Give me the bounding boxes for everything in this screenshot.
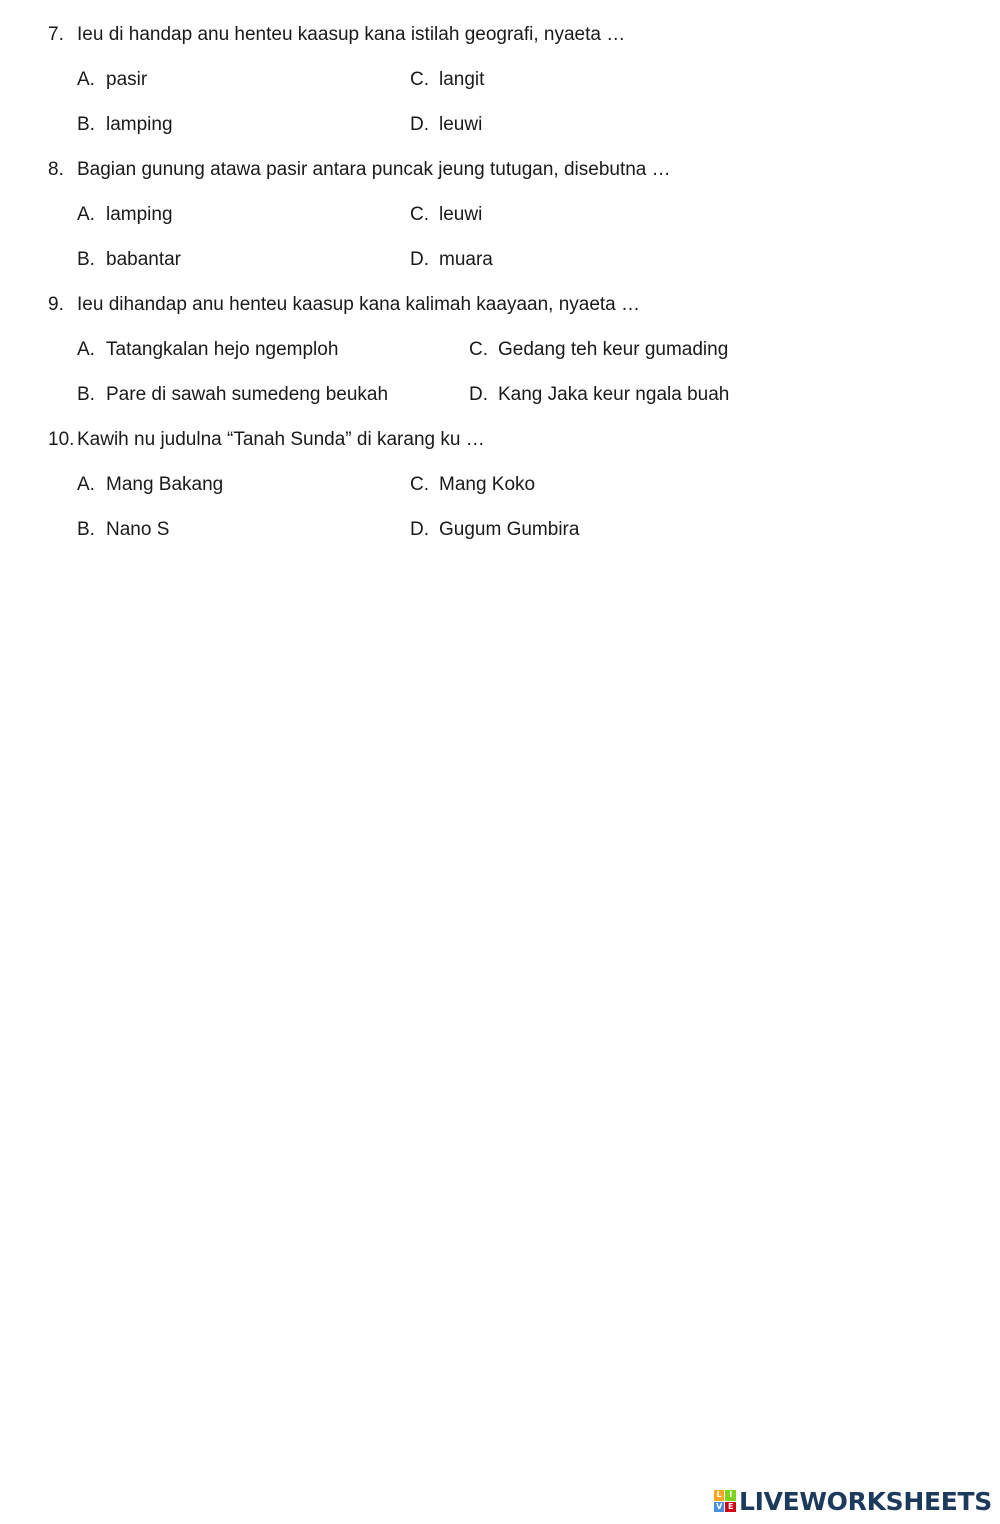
option-text: babantar	[106, 249, 182, 270]
option-letter: C.	[410, 204, 429, 225]
option-letter: B.	[77, 519, 95, 540]
option-text: Mang Koko	[439, 474, 536, 495]
option-7d[interactable]	[410, 114, 482, 136]
option-text: langit	[439, 69, 485, 90]
option-8b[interactable]	[77, 249, 181, 271]
option-text: lamping	[106, 114, 173, 135]
option-letter: D.	[469, 384, 488, 405]
question-number: 7.	[48, 24, 64, 45]
option-7c[interactable]	[410, 69, 484, 91]
question-text: Ieu di handap anu henteu kaasup kana istilah geografi, nyaeta …	[77, 24, 626, 45]
option-9d[interactable]	[469, 384, 729, 406]
option-letter: B.	[77, 114, 95, 135]
option-text: lamping	[106, 204, 173, 225]
option-text: Kang Jaka keur ngala buah	[498, 384, 730, 405]
option-letter: D.	[410, 249, 429, 270]
option-text: Gedang teh keur gumading	[498, 339, 729, 360]
question-7	[48, 24, 625, 46]
option-10a[interactable]	[77, 474, 223, 496]
option-letter: A.	[77, 204, 95, 225]
option-letter: D.	[410, 114, 429, 135]
option-letter: B.	[77, 249, 95, 270]
question-text: Kawih nu judulna “Tanah Sunda” di karang ku …	[77, 429, 485, 450]
option-9b[interactable]	[77, 384, 388, 406]
question-10	[48, 429, 485, 451]
option-8d[interactable]	[410, 249, 493, 271]
option-text: leuwi	[439, 204, 483, 225]
option-text: Pare di sawah sumedeng beukah	[106, 384, 389, 405]
option-letter: A.	[77, 339, 95, 360]
liveworksheets-wordmark: LIVEWORKSHEETS	[738, 1486, 992, 1516]
option-7a[interactable]	[77, 69, 147, 91]
option-letter: A.	[77, 69, 95, 90]
option-text: Gugum Gumbira	[439, 519, 580, 540]
option-8c[interactable]	[410, 204, 482, 226]
option-9c[interactable]	[469, 339, 728, 361]
option-text: muara	[439, 249, 493, 270]
option-text: pasir	[106, 69, 148, 90]
question-number: 10.	[48, 429, 75, 450]
liveworksheets-branding	[714, 1484, 992, 1518]
option-7b[interactable]	[77, 114, 173, 136]
option-text: Nano S	[106, 519, 170, 540]
logo-tile: E	[725, 1502, 736, 1513]
option-letter: C.	[410, 69, 429, 90]
option-letter: C.	[410, 474, 429, 495]
question-text: Bagian gunung atawa pasir antara puncak jeung tutugan, disebutna …	[77, 159, 671, 180]
question-text: Ieu dihandap anu henteu kaasup kana kalimah kaayaan, nyaeta …	[77, 294, 641, 315]
option-text: leuwi	[439, 114, 483, 135]
option-8a[interactable]	[77, 204, 173, 226]
option-text: Tatangkalan hejo ngemploh	[106, 339, 339, 360]
option-10c[interactable]	[410, 474, 535, 496]
logo-tile: L	[714, 1490, 725, 1501]
option-letter: A.	[77, 474, 95, 495]
option-10b[interactable]	[77, 519, 169, 541]
question-number: 8.	[48, 159, 64, 180]
question-8	[48, 159, 671, 181]
logo-tile: V	[714, 1502, 725, 1513]
option-letter: B.	[77, 384, 95, 405]
option-9a[interactable]	[77, 339, 338, 361]
logo-tile: I	[725, 1490, 736, 1501]
question-number: 9.	[48, 294, 64, 315]
option-10d[interactable]	[410, 519, 579, 541]
option-letter: C.	[469, 339, 488, 360]
question-9	[48, 294, 640, 316]
liveworksheets-logo-icon	[714, 1490, 736, 1512]
option-text: Mang Bakang	[106, 474, 224, 495]
option-letter: D.	[410, 519, 429, 540]
